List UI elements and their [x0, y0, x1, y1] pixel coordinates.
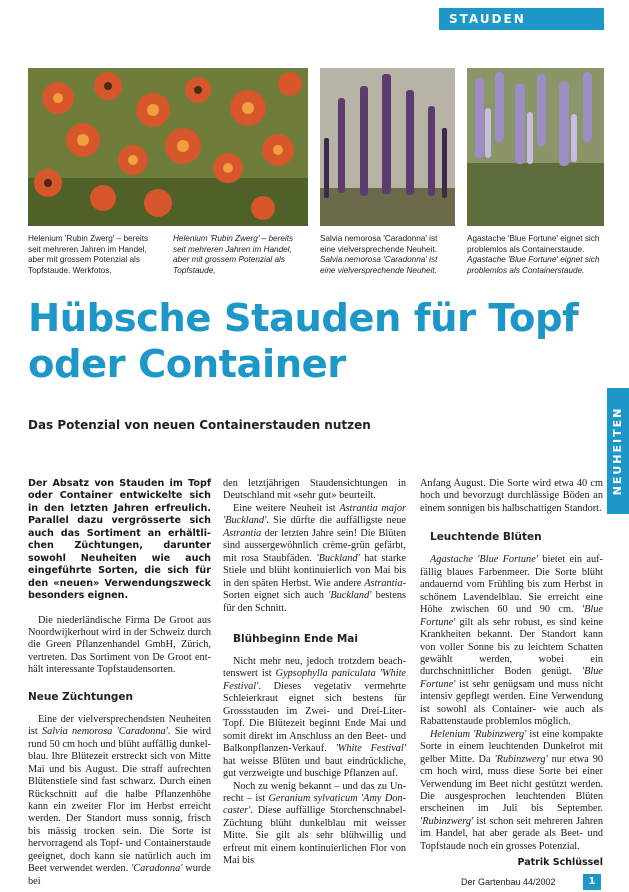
paragraph: Nicht mehr neu, jedoch trotzdem beachtenswert ist Gypsophylla paniculata 'White Festival'. Dieses vegetativ vermehrte Schleierkraut eignet sich bestens für Grossstauden im Zwei- und Drei-Liter-Topf. Die Blütezeit beginnt Ende Mai und somit direkt im Anschluss an den Beet- und Balkonpflanzen-Verkauf. 'White Festival' hat weisse Blüten und baut eindrückliche, gut verzweigte und buschige Pflanzen auf. — [223, 655, 406, 780]
caption-helenium-1: Helenium 'Rubin Zwerg' – bereits seit mehreren Jahren im Handel, aber mit grossem Potenzial als Topfstaude. Werkfotos. — [28, 234, 149, 275]
paragraph: Die niederländische Firma De Groot aus Noordwijkerhout wird in der Schweiz durch die Green Pflanzenhandel GmbH, Zürich, vertreten. Das Sortiment von De Groot enthält interessante Topfstaudensorten. — [28, 614, 211, 676]
side-tab-label: NEUHEITEN — [611, 406, 624, 496]
caption-salvia-italic: Salvia nemorosa 'Caradonna' ist eine vielversprechende Neuheit. — [320, 255, 438, 275]
photo-salvia — [320, 68, 455, 226]
caption-agastache-italic: Agastache 'Blue Fortune' eignet sich problemlos als Containerstaude. — [467, 255, 600, 275]
caption-salvia — [320, 234, 455, 276]
photo-agastache — [467, 68, 604, 226]
article-column-2 — [223, 478, 406, 868]
subheading-bluehbeginn: Blühbeginn Ende Mai — [233, 632, 358, 645]
paragraph: Eine weitere Neuheit ist Astrantia major 'Buckland'. Sie dürfte die auffälligste neue Astrantia der letzten Jahre sein! Die Blüten sind aussergewöhnlich crème-grün gefärbt, mit rosa Staubfäden. 'Buckland' hat starke Stiele und blüht kontinuierlich von Mai bis in den späten Herbst. Wie andere Astrantia-Sorten eignet sich auch 'Buckland' bestens für den Schnitt. — [223, 502, 406, 614]
caption-agastache-text: Agastache 'Blue Fortune' eignet sich problemlos als Containerstaude. — [467, 234, 600, 254]
photo-helenium — [28, 68, 308, 226]
subheading-neue-zuechtungen: Neue Züchtungen — [28, 690, 134, 703]
paragraph: Helenium 'Rubinzwerg' ist eine kompakte Sorte in einem leuchtenden Dunkelrot mit gelber Mitte. Da 'Rubinzwerg' nur etwa 90 cm hoch wird, muss diese Sorte bei einer Verwendung im Beet nicht gestützt werden. Die ausgesprochen leuchtenden Blüten erscheinen im Juli bis September. 'Rubinzwerg' ist schon seit mehreren Jahren im Handel, hat aber gerade als Beet- und Topfstaude noch ein grosses Potenzial. — [420, 728, 604, 852]
caption-helenium-2-text: Helenium 'Rubin Zwerg' – bereits seit mehreren Jahren im Handel, aber mit grossem Potenzial als Topfstaude, — [173, 234, 294, 275]
subheading-leuchtende-blueten: Leuchtende Blüten — [430, 531, 542, 544]
paragraph: Anfang August. Die Sorte wird etwa 40 cm hoch und bevorzugt durchlässige Böden an einem sonnigen bis halbschattigen Standort. — [420, 478, 603, 514]
side-tab-neuheiten — [607, 388, 629, 514]
author: Patrik Schlüssel — [517, 857, 603, 869]
caption-salvia-text: Salvia nemorosa 'Caradonna' ist eine vielversprechende Neuheit. — [320, 234, 438, 254]
headline: Hübsche Stauden für Topf oder Container — [28, 296, 579, 387]
paragraph: den letztjährigen Staudensichtungen in Deutschland mit «sehr gut» beurteilt. — [223, 478, 406, 502]
paragraph: Eine der vielversprechendsten Neuheiten ist Salvia nemorosa 'Caradonna'. Sie wird rund 50 cm hoch und blüht auffällig dunkelblau. Ihre Blütezeit erstreckt sich von Mitte Mai und bis August. Die straff aufrechten Blütenstiele sind fast schwarz. Durch einen Rückschnitt auf die halbe Pflanzenhöhe kann ein zweiter Flor im Herbst erreicht werden. Der Standort muss sonnig, frisch bis mässig trocken sein. Die Sorte ist hervorragend als Topf- und Containerstaude geeignet, doch kann sie natürlich auch im Beet verwendet werden. 'Caradonna' wurde bei — [28, 713, 211, 887]
article-column-1 — [28, 478, 211, 888]
subheadline: Das Potenzial von neuen Containerstauden nutzen — [28, 418, 371, 432]
article-column-3 — [420, 478, 603, 870]
caption-helenium-2 — [173, 234, 308, 276]
caption-agastache — [467, 234, 604, 276]
lead-paragraph: Der Absatz von Stauden im Topf oder Container entwickelte sich in den letzten Jahren erfreulich. Parallel dazu vergrösserte sich auch das Sortiment an erhältlichen Züchtungen, darunter sowohl Neuheiten wie auch eingeführte Sorten, die sich für den «neuen» Verwendungszweck besonders eignen. — [28, 478, 211, 602]
footer-publication: Der Gartenbau 44/2002 — [461, 877, 556, 887]
section-label: STAUDEN — [439, 8, 604, 30]
paragraph: Agastache 'Blue Fortune' bietet ein auffällig blaues Farbenmeer. Die Sorte blüht andauernd vom Frühling bis zum Herbst in schönem Lavendelblau. Sie erreicht eine Höhe zwischen 60 und 90 cm. 'Blue Fortune' gilt als sehr robust, es sind keine Krankheiten bekannt. Der Standort kann von voller Sonne bis zu leichtem Schatten gewählt werden, wobei ein durchschnittlicher Boden genügt. 'Blue Fortune' ist sehr genügsam und muss nicht intensiv gepflegt werden. Eine Verwendung ist sowohl als Container- wie auch als Rabattenstaude problemlos möglich. — [420, 554, 603, 728]
page-number: 1 — [583, 874, 601, 890]
paragraph: Noch zu wenig bekannt – und das zu Unrecht – ist Geranium sylvaticum 'Amy Doncaster'. Diese auffällige Storchenschnabel-Züchtung blüht dunkelblau mit weisser Mitte. Sie gilt als sehr blühwillig und erfreut mit einem kontinuierlichen Flor von Mai bis — [223, 780, 406, 867]
